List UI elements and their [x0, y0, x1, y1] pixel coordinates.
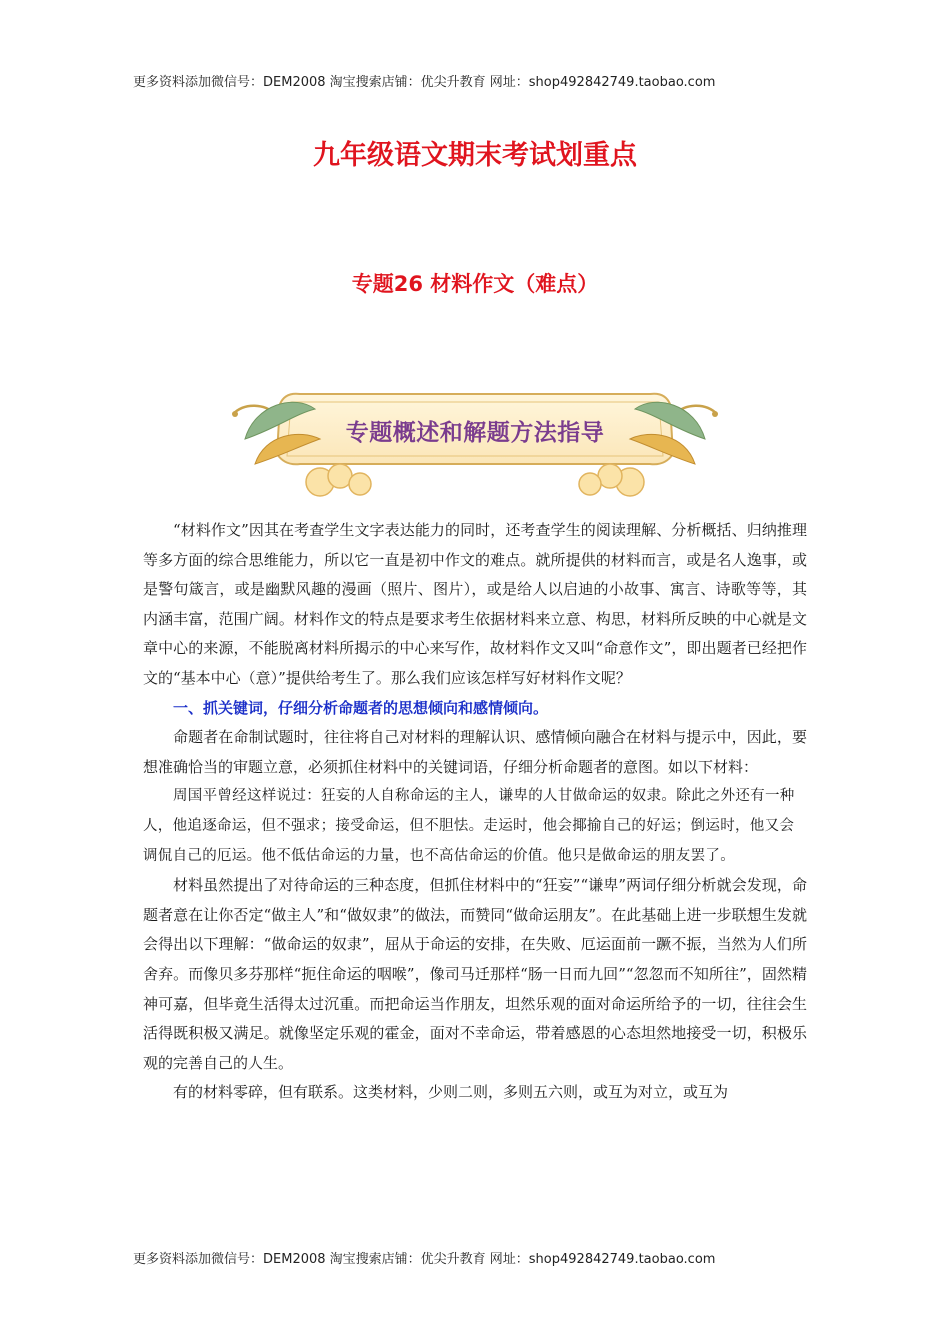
- paragraph-intro: “材料作文”因其在考查学生文字表达能力的同时，还考查学生的阅读理解、分析概括、归纳推理等多方面的综合思维能力，所以它一直是初中作文的难点。就所提供的材料而言，或是名人逸事，或是警句箴言，或是幽默风趣的漫画（照片、图片），或是给人以启迪的小故事、寓言、诗歌等等，其内涵丰富，范围广阔。材料作文的特点是要求考生依据材料来立意、构思，材料所反映的中心就是文章中心的来源，不能脱离材料所揭示的中心来写作，故材料作文又叫“命意作文”，即出题者已经把作文的“基本中心（意）”提供给考生了。那么我们应该怎样写好材料作文呢？: [143, 521, 807, 687]
- page-footer: 更多资料添加微信号：DEM2008 淘宝搜索店铺：优尖升教育 网址：shop492842749.taobao.com: [133, 1252, 716, 1267]
- page-subtitle: 专题26 材料作文（难点）: [351, 272, 599, 296]
- paragraph: 材料虽然提出了对待命运的三种态度，但抓住材料中的“狂妄”“谦卑”两词仔细分析就会发现，命题者意在让你否定“做主人”和“做奴隶”的做法，而赞同“做命运朋友”。在此基础上进一步联想生发就会得出以下理解：“做命运的奴隶”，屈从于命运的安排，在失败、厄运面前一蹶不振，当然为人们所舍弃。而像贝多芬那样“扼住命运的咽喉”，像司马迁那样“肠一日而九回”“忽忽而不知所往”，固然精神可嘉，但毕竟生活得太过沉重。而把命运当作朋友，坦然乐观的面对命运所给予的一切，往往会生活得既积极又满足。就像坚定乐观的霍金，面对不幸命运，带着感恩的心态坦然地接受一切，积极乐观的完善自己的人生。: [143, 876, 807, 1072]
- page-title: 九年级语文期末考试划重点: [313, 140, 637, 171]
- section-banner: [225, 384, 725, 502]
- paragraph: 命题者在命制试题时，往往将自己对材料的理解认识、感情倾向融合在材料与提示中，因此，要想准确恰当的审题立意，必须抓住材料中的关键词语，仔细分析命题者的意图。如以下材料：: [143, 728, 807, 776]
- page-header: 更多资料添加微信号：DEM2008 淘宝搜索店铺：优尖升教育 网址：shop492842749.taobao.com: [133, 75, 716, 90]
- article-body: [143, 516, 807, 1108]
- paragraph: 有的材料零碎，但有联系。这类材料，少则二则，多则五六则，或互为对立，或互为: [173, 1083, 729, 1102]
- section-heading: 一、抓关键词，仔细分析命题者的思想倾向和感情倾向。: [173, 698, 549, 717]
- quote-paragraph: 周国平曾经这样说过：狂妄的人自称命运的主人，谦卑的人甘做命运的奴隶。除此之外还有一种人，他追逐命运，但不强求；接受命运，但不胆怯。走运时，他会揶揄自己的好运；倒运时，他又会调侃自己的厄运。他不低估命运的力量，也不高估命运的价值。他只是做命运的朋友罢了。: [143, 788, 795, 864]
- banner-title: 专题概述和解题方法指导: [345, 420, 605, 446]
